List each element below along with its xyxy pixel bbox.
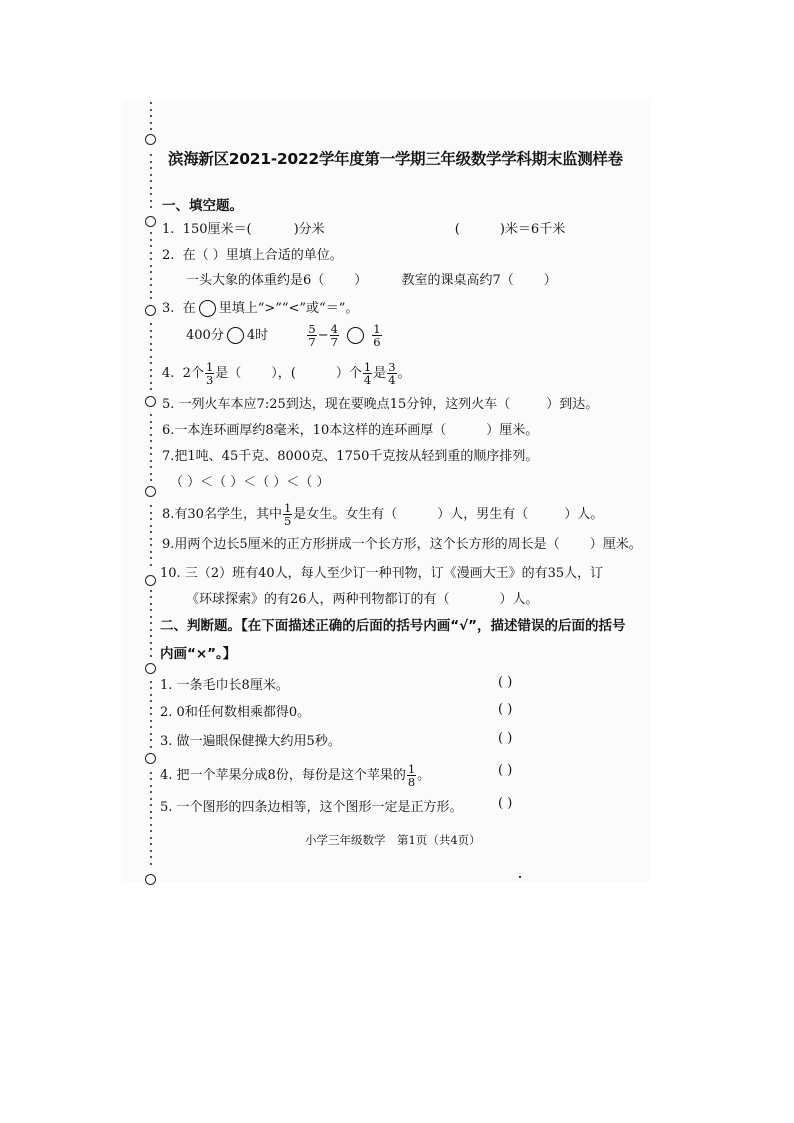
margin-dot: [150, 505, 152, 507]
question-1-4: 4. 2个 $\frac{1}{3}$ 是（ ），( ）个 $\frac{1}{4}$ 是 $\frac{3}{4}$ 。: [162, 360, 411, 388]
margin-dot: [150, 824, 152, 826]
margin-dot: [150, 616, 152, 618]
margin-dot: [150, 798, 152, 800]
fraction: $\frac{3}{4}$: [388, 360, 396, 388]
judge-answer-3[interactable]: ( ): [498, 731, 513, 746]
margin-dot: [150, 557, 152, 559]
margin-dot: [150, 687, 152, 689]
question-1-3-items: 400分 4时 $\frac{5}{7}$ − $\frac{4}{7}$ $\frac{1}{6}$: [186, 322, 381, 350]
margin-dot: [150, 726, 152, 728]
binding-hole: [145, 486, 156, 497]
margin-dot: [150, 239, 152, 241]
margin-dot: [150, 434, 152, 436]
fraction: $\frac{1}{4}$: [363, 360, 372, 388]
margin-dot: [150, 362, 152, 364]
margin-dot: [150, 720, 152, 722]
question-1-10: 10. 三（2）班有40人，每人至少订一种刊物，订《漫画大王》的有35人，订: [160, 566, 604, 581]
margin-dot: [150, 525, 152, 527]
margin-dot: [150, 122, 152, 124]
margin-dot: [150, 850, 152, 852]
margin-dot: [150, 154, 152, 156]
fraction: $\frac{4}{7}$: [330, 322, 338, 350]
fraction: $\frac{1}{8}$: [407, 762, 416, 790]
margin-dot: [150, 382, 152, 384]
margin-dot: [150, 109, 152, 111]
margin-dot: [150, 232, 152, 234]
question-1-9: 9.用两个边长5厘米的正方形拼成一个长方形，这个长方形的周长是（ ）厘米。: [162, 537, 642, 552]
margin-dot: [150, 167, 152, 169]
margin-dot: [150, 622, 152, 624]
binding-hole: [145, 874, 156, 885]
margin-dot: [150, 460, 152, 462]
margin-dot: [150, 187, 152, 189]
scan-speck: [519, 876, 521, 878]
margin-dot: [150, 564, 152, 566]
margin-dot: [150, 596, 152, 598]
margin-dot: [150, 778, 152, 780]
judge-answer-1[interactable]: ( ): [498, 675, 513, 690]
margin-dot: [150, 707, 152, 709]
margin-dot: [150, 531, 152, 533]
margin-dot: [150, 603, 152, 605]
margin-dot: [150, 440, 152, 442]
margin-dot: [150, 193, 152, 195]
margin-dot: [150, 265, 152, 267]
comparison-circle: [199, 300, 216, 317]
question-1-6: 6.一本连环画厚约8毫米，10本这样的连环画厚（ ）厘米。: [162, 423, 539, 438]
margin-dot: [150, 427, 152, 429]
binding-hole: [145, 216, 156, 227]
fraction: $\frac{1}{3}$: [205, 360, 214, 388]
margin-dot: [150, 538, 152, 540]
margin-dot: [150, 551, 152, 553]
margin-dot: [150, 863, 152, 865]
question-1-1: 1. 150厘米＝( )分米 ( )米＝6千米: [162, 222, 566, 237]
margin-dot: [150, 772, 152, 774]
margin-dot: [150, 447, 152, 449]
margin-dot: [150, 161, 152, 163]
fraction: $\frac{1}{6}$: [373, 322, 381, 350]
section-1-heading: 一、填空题。: [162, 198, 243, 214]
judge-answer-4[interactable]: ( ): [498, 763, 513, 778]
section-2-heading: 二、判断题。【在下面描述正确的后面的括号内画“√”，描述错误的后面的括号: [160, 618, 626, 634]
question-1-2-items: 一头大象的体重约是6（ ） 教室的课桌高约7（ ）: [186, 273, 557, 288]
margin-dot: [150, 323, 152, 325]
binding-hole: [145, 396, 156, 407]
binding-hole: [145, 663, 156, 674]
judge-question-5: 5. 一个图形的四条边相等，这个图形一定是正方形。: [160, 800, 463, 815]
margin-dot: [150, 629, 152, 631]
margin-dot: [150, 297, 152, 299]
margin-dot: [150, 733, 152, 735]
comparison-circle: [227, 327, 244, 344]
margin-dot: [150, 791, 152, 793]
margin-dot: [150, 466, 152, 468]
margin-dot: [150, 512, 152, 514]
margin-dot: [150, 284, 152, 286]
margin-dot: [150, 804, 152, 806]
judge-question-2: 2. 0和任何数相乘都得0。: [160, 705, 311, 720]
margin-dot: [150, 811, 152, 813]
question-1-8: 8.有30名学生，其中 $\frac{1}{5}$ 是女生。女生有（ ）人，男生有（ ）人。: [162, 501, 604, 529]
margin-dot: [150, 258, 152, 260]
binding-hole: [145, 575, 156, 586]
question-1-3: 3. 在 里填上“>”“<”或“＝”。: [162, 301, 359, 316]
margin-dot: [150, 635, 152, 637]
margin-dot: [150, 453, 152, 455]
margin-dot: [150, 330, 152, 332]
fraction: $\frac{1}{5}$: [283, 501, 292, 529]
margin-dot: [150, 291, 152, 293]
margin-dot: [150, 271, 152, 273]
question-1-7-blanks: （ ）＜（ ）＜（ ）＜（ ）: [170, 475, 330, 490]
margin-dot: [150, 694, 152, 696]
margin-dot: [150, 356, 152, 358]
margin-dot: [150, 843, 152, 845]
judge-question-3: 3. 做一遍眼保健操大约用5秒。: [160, 734, 341, 749]
page-footer: 小学三年级数学 第1页（共4页）: [305, 833, 481, 847]
margin-dot: [150, 180, 152, 182]
margin-dot: [150, 414, 152, 416]
binding-margin: [145, 100, 159, 880]
judge-question-1: 1. 一条毛巾长8厘米。: [160, 678, 289, 693]
margin-dot: [150, 369, 152, 371]
margin-dot: [150, 174, 152, 176]
comparison-circle: [347, 327, 364, 344]
margin-dot: [150, 837, 152, 839]
margin-dot: [150, 642, 152, 644]
margin-dot: [150, 817, 152, 819]
exam-title: 滨海新区2021-2022学年度第一学期三年级数学学科期末监测样卷: [168, 150, 623, 168]
binding-hole: [145, 753, 156, 764]
margin-dot: [150, 473, 152, 475]
margin-dot: [150, 375, 152, 377]
margin-dot: [150, 681, 152, 683]
margin-dot: [150, 785, 152, 787]
binding-hole: [145, 134, 156, 145]
margin-dot: [150, 479, 152, 481]
question-1-2: 2. 在（ ）里填上合适的单位。: [162, 248, 343, 263]
judge-question-4: 4. 把一个苹果分成8份，每份是这个苹果的 $\frac{1}{8}$ 。: [160, 762, 431, 790]
margin-dot: [150, 590, 152, 592]
margin-dot: [150, 856, 152, 858]
margin-dot: [150, 648, 152, 650]
question-1-7: 7.把1吨、45千克、8000克、1750千克按从轻到重的顺序排列。: [162, 449, 539, 464]
margin-dot: [150, 609, 152, 611]
judge-answer-5[interactable]: ( ): [498, 796, 513, 811]
margin-dot: [150, 655, 152, 657]
margin-dot: [150, 343, 152, 345]
fraction: $\frac{5}{7}$: [308, 322, 316, 350]
margin-dot: [150, 746, 152, 748]
margin-dot: [150, 544, 152, 546]
margin-dot: [150, 713, 152, 715]
margin-dot: [150, 200, 152, 202]
margin-dot: [150, 421, 152, 423]
margin-dot: [150, 349, 152, 351]
margin-dot: [150, 336, 152, 338]
judge-answer-2[interactable]: ( ): [498, 702, 513, 717]
margin-dot: [150, 128, 152, 130]
margin-dot: [150, 252, 152, 254]
margin-dot: [150, 115, 152, 117]
margin-dot: [150, 700, 152, 702]
section-2-heading-line2: 内画“×”。】: [160, 646, 237, 662]
margin-dot: [150, 739, 152, 741]
question-1-5: 5. 一列火车本应7:25到达，现在要晚点15分钟，这列火车（ ）到达。: [162, 397, 599, 412]
margin-dot: [150, 278, 152, 280]
margin-dot: [150, 518, 152, 520]
margin-dot: [150, 388, 152, 390]
margin-dot: [150, 206, 152, 208]
margin-dot: [150, 830, 152, 832]
margin-dot: [150, 102, 152, 104]
question-1-10-line2: 《环球探索》的有26人，两种刊物都订的有（ ）人。: [186, 592, 539, 607]
margin-dot: [150, 245, 152, 247]
binding-hole: [145, 305, 156, 316]
